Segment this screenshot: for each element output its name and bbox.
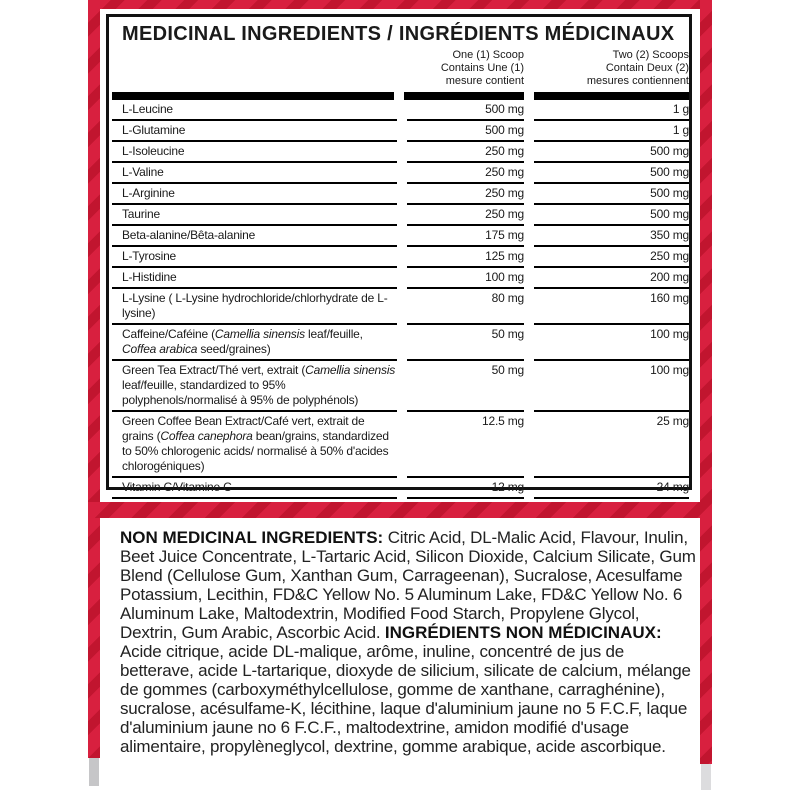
- table-row: [112, 205, 689, 226]
- non-medicinal-en-label: NON MEDICINAL INGREDIENTS:: [120, 528, 384, 547]
- ingredient-name-text: Green Tea Extract/Thé vert, extrait (: [122, 363, 306, 377]
- ingredient-name-latin: Camellia sinensis: [214, 327, 305, 341]
- amount-one-scoop: 125 mg: [407, 247, 524, 268]
- ingredient-name-text: L-Histidine: [122, 270, 177, 284]
- two-scoops-header: Two (2) Scoops Contain Deux (2) mesures contiennent: [586, 49, 689, 87]
- table-title: MEDICINAL INGREDIENTS / INGRÉDIENTS MÉDICINAUX: [122, 23, 675, 45]
- ingredient-name: [112, 205, 397, 226]
- amount-two-scoops: 200 mg: [534, 268, 689, 289]
- table-row: [112, 184, 689, 205]
- amount-one-scoop: 12 mg: [407, 478, 524, 499]
- amount-two-scoops: 160 mg: [534, 289, 689, 325]
- medicinal-ingredients-table: [106, 14, 692, 494]
- ingredient-name-text: Green Coffee Bean Extract/Café vert, extrait de grains (: [122, 414, 365, 443]
- ingredient-name-text: leaf/feuille, standardized to 95% polyphenols/normalisé à 95% de polyphénols): [122, 378, 359, 407]
- ingredient-name-text: L-Valine: [122, 165, 164, 179]
- table-row: [112, 289, 689, 325]
- amount-one-scoop: 100 mg: [407, 268, 524, 289]
- ingredient-name-text: seed/graines): [197, 342, 271, 356]
- stripe-right-tail: [701, 764, 711, 790]
- ingredient-name: [112, 289, 397, 325]
- ingredient-name-text: L-Arginine: [122, 186, 175, 200]
- header-bar-segment: [404, 92, 524, 100]
- table-row: [112, 412, 689, 478]
- table-row: [112, 226, 689, 247]
- header-bar: [109, 92, 689, 100]
- amount-one-scoop: 50 mg: [407, 361, 524, 412]
- amount-one-scoop: 80 mg: [407, 289, 524, 325]
- ingredient-name: [112, 184, 397, 205]
- amount-two-scoops: 24 mg: [534, 478, 689, 499]
- ingredient-column-spacer: [109, 49, 394, 88]
- ingredient-name: [112, 478, 397, 499]
- amount-one-scoop: 12.5 mg: [407, 412, 524, 478]
- ingredient-name: [112, 163, 397, 184]
- ingredient-name: [112, 325, 397, 361]
- ingredient-name-text: leaf/feuille,: [304, 327, 363, 341]
- stripe-left-tail: [89, 758, 99, 786]
- stripe-divider-band: [88, 502, 712, 518]
- amount-two-scoops: 100 mg: [534, 325, 689, 361]
- amount-two-scoops: 500 mg: [534, 163, 689, 184]
- header-bar-segment: [112, 92, 394, 100]
- ingredient-name: [112, 100, 397, 121]
- ingredient-name-text: L-Tyrosine: [122, 249, 177, 263]
- stripe-left-band: [88, 0, 100, 758]
- table-row: [112, 142, 689, 163]
- table-row: [112, 478, 689, 499]
- ingredient-name: [112, 226, 397, 247]
- ingredient-name: [112, 142, 397, 163]
- amount-one-scoop: 500 mg: [407, 121, 524, 142]
- table-row: [112, 268, 689, 289]
- ingredient-name-latin: Coffea arabica: [122, 342, 198, 356]
- amount-two-scoops: 100 mg: [534, 361, 689, 412]
- amount-one-scoop: 250 mg: [407, 142, 524, 163]
- one-scoop-header: One (1) Scoop Contains Une (1) mesure contient: [440, 49, 524, 87]
- column-headers: [109, 45, 689, 88]
- table-row: [112, 121, 689, 142]
- ingredient-name-text: Caffeine/Caféine (: [122, 327, 215, 341]
- ingredient-name-text: L-Leucine: [122, 102, 173, 116]
- non-medicinal-section: [120, 528, 698, 756]
- ingredient-name: [112, 121, 397, 142]
- stripe-top-band: [88, 0, 712, 9]
- table-row: [112, 163, 689, 184]
- ingredient-name-text: L-Glutamine: [122, 123, 186, 137]
- amount-two-scoops: 500 mg: [534, 142, 689, 163]
- amount-two-scoops: 250 mg: [534, 247, 689, 268]
- table-row: [112, 247, 689, 268]
- non-medicinal-en-text: Citric Acid, DL-Malic Acid, Flavour, Inulin, Beet Juice Concentrate, L-Tartaric Acid, Silicon Dioxide, Calcium Silicate, Gum Blend (Cellulose Gum, Xanthan Gum, Carrageenan), Sucralose, Acesulfame Potassium, Lecithin, FD&C Yellow No. 5 Aluminum Lake, FD&C Yellow No. 6 Aluminum Lake, Maltodextrin, Modified Food Starch, Propylene Glycol, Dextrin, Gum Arabic, Ascorbic Acid.: [120, 528, 696, 642]
- ingredient-name-text: L-Lysine ( L-Lysine hydrochloride/chlorhydrate de L-lysine): [122, 291, 388, 320]
- amount-one-scoop: 250 mg: [407, 205, 524, 226]
- ingredient-name: [112, 247, 397, 268]
- ingredient-name-text: Taurine: [122, 207, 160, 221]
- amount-one-scoop: 250 mg: [407, 184, 524, 205]
- amount-two-scoops: 500 mg: [534, 184, 689, 205]
- amount-one-scoop: 500 mg: [407, 100, 524, 121]
- amount-one-scoop: 175 mg: [407, 226, 524, 247]
- amount-one-scoop: 50 mg: [407, 325, 524, 361]
- amount-two-scoops: 25 mg: [534, 412, 689, 478]
- amount-two-scoops: 1 g: [534, 121, 689, 142]
- ingredient-name: [112, 361, 397, 412]
- non-medicinal-fr-text: Acide citrique, acide DL-malique, arôme, inuline, concentré de jus de betterave, acide L-tartarique, dioxyde de silicium, silicate de calcium, mélange de gommes (carboxyméthylcellulose, gomme de xanthane, carraghénine), sucralose, acésulfame-K, lécithine, laque d'aluminium jaune no 5 F.C.F, laque d'aluminium jaune no 6 F.C.F., maltodextrine, amidon modifié d'usage alimentaire, propylèneglycol, dextrine, gomme arabique, acide ascorbique.: [120, 642, 691, 756]
- ingredients-rows: [112, 100, 689, 499]
- ingredient-name-text: L-Isoleucine: [122, 144, 185, 158]
- ingredient-name-latin: Coffea canephora: [160, 429, 253, 443]
- table-row: [112, 100, 689, 121]
- amount-two-scoops: 1 g: [534, 100, 689, 121]
- ingredient-name-text: Beta-alanine/Bêta-alanine: [122, 228, 256, 242]
- ingredient-name: [112, 412, 397, 478]
- table-row: [112, 325, 689, 361]
- table-row: [112, 361, 689, 412]
- non-medicinal-fr-label: INGRÉDIENTS NON MÉDICINAUX:: [384, 623, 662, 642]
- ingredient-name-text: bean/grains, standardized to 50% chlorogenic acids/ normalisé à 50% d'acides chlorogéniques): [122, 429, 389, 473]
- ingredient-name-text: Vitamin C/Vitamine C: [122, 480, 232, 494]
- header-bar-segment: [534, 92, 689, 100]
- amount-two-scoops: 350 mg: [534, 226, 689, 247]
- stripe-right-band: [700, 0, 712, 764]
- ingredient-name-latin: Camellia sinensis: [305, 363, 396, 377]
- amount-two-scoops: 500 mg: [534, 205, 689, 226]
- ingredient-name: [112, 268, 397, 289]
- amount-one-scoop: 250 mg: [407, 163, 524, 184]
